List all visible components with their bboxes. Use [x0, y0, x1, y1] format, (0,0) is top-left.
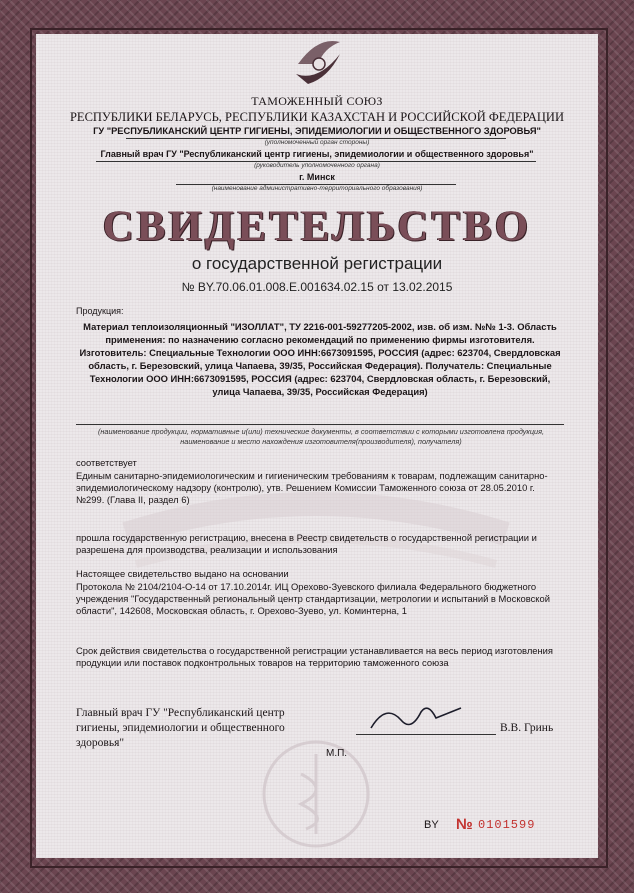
head-caption: (руководитель уполномоченного органа): [254, 162, 380, 169]
product-caption: (наименование продукции, нормативные и(или) технические документы, в соответствии с которыми изготовлена продукция, наименование и место нахождения изготовителя(производителя), получателя): [97, 427, 545, 446]
compliance-label: соответствует: [76, 457, 137, 468]
serial-number-sign: №: [456, 816, 473, 833]
product-label: Продукция:: [76, 306, 124, 316]
document-title: СВИДЕТЕЛЬСТВО: [102, 203, 532, 250]
handwritten-signature: [366, 698, 466, 738]
authority-name: ГУ "РЕСПУБЛИКАНСКИЙ ЦЕНТР ГИГИЕНЫ, ЭПИДЕМИОЛОГИИ И ОБЩЕСТВЕННОГО ЗДОРОВЬЯ": [93, 126, 541, 136]
divider: [76, 424, 564, 425]
basis-text: Протокола № 2104/2104-О-14 от 17.10.2014г. ИЦ Орехово-Зуевского филиала Федерального бюджетного учреждения "Государственный региональный центр стандартизации, метрологии и испытаний в Московской области", 142608, Московская область, г. Орехово-Зуево, ул. Коминтерна, 1: [76, 581, 550, 616]
signer-name: В.В. Гринь: [500, 722, 554, 734]
product-description: Материал теплоизоляционный "ИЗОЛЛАТ", ТУ 2216-001-59277205-2002, изв. об изм. №№ 1-3. Область применения: по назначению согласно рекомендаций по применению фирмы изготовителя. Изготовитель: Специальные Технологии ООО ИНН:6673091595, РОССИЯ (адрес: 623704, Свердловская область, г. Березовский, улица Чапаева, 39/35, Российская Федерация). Получатель: Специальные Технологии ООО ИНН:6673091595, РОССИЯ (адрес: 623704, Свердловская область, г. Березовский, улица Чапаева, 39/35, Российская Федерация): [79, 321, 561, 397]
authority-caption: (уполномоченный орган стороны): [264, 139, 370, 146]
customs-union-heading: ТАМОЖЕННЫЙ СОЮЗ: [251, 94, 383, 108]
stamp-place-label: М.П.: [326, 748, 348, 759]
compliance-text: Единым санитарно-эпидемиологическим и гигиеническим требованиям к товарам, подлежащим санитарно-эпидемиологическому надзору (контролю), утв. Решением Комиссии Таможенного союза от 28.05.2010 г. №299. (Глава II, раздел 6): [76, 470, 548, 505]
document-subtitle: о государственной регистрации: [191, 254, 443, 273]
registration-number: № BY.70.06.01.008.E.001634.02.15 от 13.02.2015: [181, 280, 453, 294]
medical-emblem-watermark: [256, 734, 376, 854]
city-caption: (наименование административно-территориального образования): [211, 185, 423, 192]
serial-prefix: BY: [424, 819, 439, 831]
validity-statement: Срок действия свидетельства о государственной регистрации устанавливается на весь период изготовления продукции или поставок подконтрольных товаров на территорию таможенного союза: [76, 645, 553, 668]
serial-number: 0101599: [478, 818, 536, 832]
republics-heading: РЕСПУБЛИКИ БЕЛАРУСЬ, РЕСПУБЛИКИ КАЗАХСТАН И РОССИЙСКОЙ ФЕДЕРАЦИИ: [69, 110, 564, 124]
basis-label: Настоящее свидетельство выдано на основании: [76, 568, 289, 579]
city: г. Минск: [299, 172, 335, 182]
signer-title: Главный врач ГУ "Республиканский центр гигиены, эпидемиологии и общественного здоровья": [76, 707, 285, 749]
head-title: Главный врач ГУ "Республиканский центр гигиены, эпидемиологии и общественного здоровья": [100, 149, 534, 159]
certificate-sheet: [36, 34, 598, 858]
customs-union-logo-icon: [288, 34, 348, 92]
registration-statement: прошла государственную регистрацию, внесена в Реестр свидетельств о государственной регистрации и разрешена для производства, реализации и использования: [76, 532, 537, 555]
